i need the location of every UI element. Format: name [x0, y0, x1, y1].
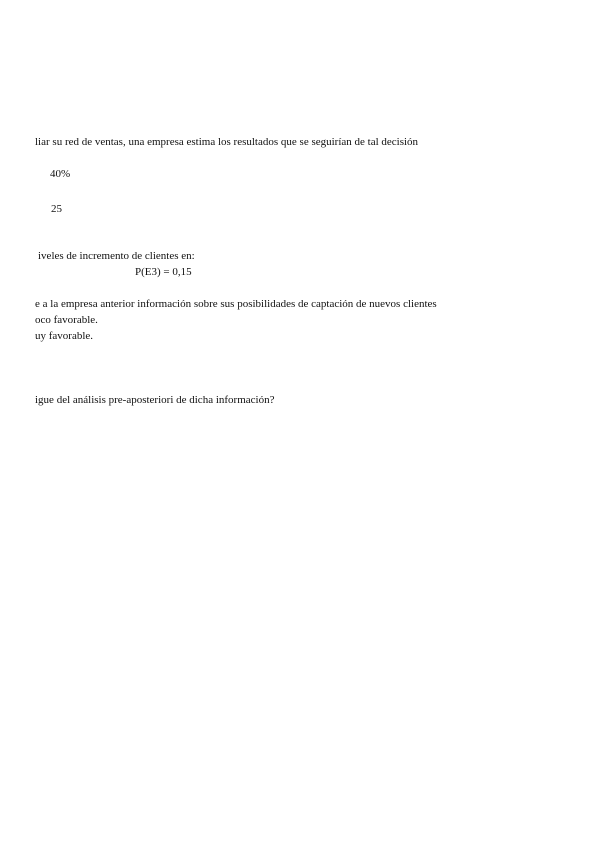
percentage-value: 40% [50, 168, 71, 180]
less-favorable-line: oco favorable. [35, 314, 98, 326]
probability-line: P(E3) = 0,15 [135, 266, 192, 278]
intro-line: liar su red de ventas, una empresa estima los resultados que se seguirían de tal decisión [35, 136, 419, 148]
question-line: igue del análisis pre-aposteriori de dicha información? [35, 394, 275, 406]
information-line: e a la empresa anterior información sobre sus posibilidades de captación de nuevos clientes [35, 298, 437, 310]
numeric-value: 25 [51, 203, 62, 215]
very-favorable-line: uy favorable. [35, 330, 94, 342]
client-increase-line: iveles de incremento de clientes en: [38, 250, 195, 262]
